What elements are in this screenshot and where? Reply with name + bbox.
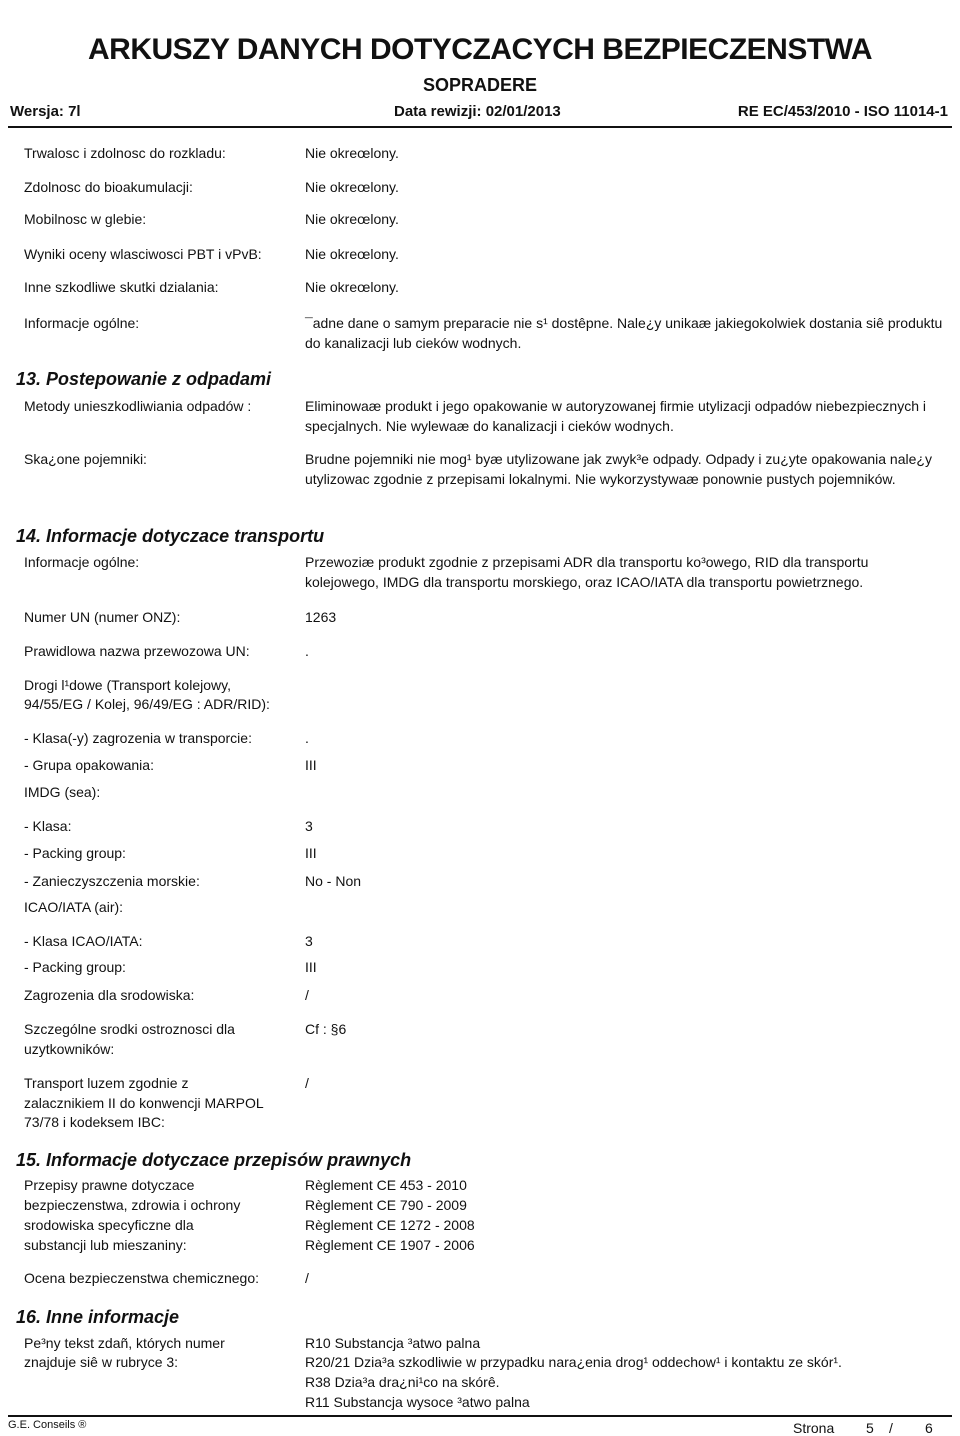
footer-rule: [8, 1415, 952, 1417]
packing-group-value: III: [305, 757, 317, 773]
regulations-label-line4: substancji lub mieszaniny:: [24, 1237, 187, 1253]
soil-mobility-value: Nie okreœlony.: [305, 211, 399, 227]
header-rule: [8, 126, 952, 128]
icao-packing-group-label: - Packing group:: [24, 959, 126, 975]
bulk-transport-label-line3: 73/78 i kodeksem IBC:: [24, 1114, 165, 1130]
bulk-transport-label-line1: Transport luzem zgodnie z: [24, 1075, 189, 1091]
disposal-methods-label: Metody unieszkodliwiania odpadów :: [24, 398, 252, 414]
disposal-methods-value: Eliminowaæ produkt i jego opakowanie w autoryzowanej firmie utylizacji odpadów niebezpiecznych i specjalnych. Nie wylewaæ do kanalizacji i cieków wodnych.: [305, 398, 926, 434]
regulation-item: Règlement CE 1907 - 2006: [305, 1237, 475, 1253]
shipping-name-value: .: [305, 643, 309, 659]
regulation-item: Règlement CE 453 - 2010: [305, 1177, 467, 1193]
bioaccumulation-label: Zdolnosc do bioakumulacji:: [24, 179, 193, 195]
marine-pollutant-label: - Zanieczyszczenia morskie:: [24, 873, 200, 889]
risk-phrase: R20/21 Dzia³a szkodliwie w przypadku nara¿enia drog¹ oddechow¹ i kontaktu ze skór¹.: [305, 1354, 842, 1370]
regulation-ref: RE EC/453/2010 - ISO 11014-1: [737, 103, 948, 120]
road-transport-label-line1: Drogi l¹dowe (Transport kolejowy,: [24, 677, 231, 693]
page-word: Strona: [793, 1420, 835, 1436]
environmental-hazards-value: /: [305, 987, 309, 1003]
regulations-label-line3: srodowiska specyficzne dla: [24, 1217, 194, 1233]
regulation-item: Règlement CE 1272 - 2008: [305, 1217, 475, 1233]
persistence-label: Trwalosc i zdolnosc do rozkladu:: [24, 145, 226, 161]
section12-general-value: ¯adne dane o samym preparacie nie s¹ dostêpne. Nale¿y unikaæ jakiegokolwiek dostania siê produktu do kanalizacji lub cieków wodnych.: [305, 315, 943, 351]
imdg-class-value: 3: [305, 818, 313, 834]
shipping-name-label: Prawidlowa nazwa przewozowa UN:: [24, 643, 250, 659]
imdg-label: IMDG (sea):: [24, 784, 101, 800]
regulations-label-line1: Przepisy prawne dotyczace: [24, 1177, 195, 1193]
chemical-safety-assessment-value: /: [305, 1270, 309, 1286]
soil-mobility-label: Mobilnosc w glebie:: [24, 211, 147, 227]
transport-general-value: Przewoziæ produkt zgodnie z przepisami ADR dla transportu ko³owego, RID dla transportu kolejowego, IMDG dla transportu morskiego, oraz ICAO/IATA dla transportu powietrznego.: [305, 554, 869, 590]
contaminated-containers-value: Brudne pojemniki nie mog¹ byæ utylizowane jak zwyk³e odpady. Odpady i zu¿yte opakowania nale¿y utylizowac zgodnie z przepisami lokalnymi. Nie wykorzystywaæ ponownie pustych pojemników.: [305, 451, 932, 487]
road-transport-label-line2: 94/55/EG / Kolej, 96/49/EG : ADR/RID):: [24, 696, 270, 712]
page-total: 6: [925, 1420, 933, 1436]
pbt-label: Wyniki oceny wlasciwosci PBT i vPvB:: [24, 246, 262, 262]
other-effects-label: Inne szkodliwe skutki dzialania:: [24, 279, 219, 295]
pbt-value: Nie okreœlony.: [305, 246, 399, 262]
un-number-label: Numer UN (numer ONZ):: [24, 609, 181, 625]
hazard-class-label: - Klasa(-y) zagrozenia w transporcie:: [24, 730, 252, 746]
regulation-item: Règlement CE 790 - 2009: [305, 1197, 467, 1213]
icao-class-label: - Klasa ICAO/IATA:: [24, 933, 143, 949]
section12-general-label: Informacje ogólne:: [24, 315, 140, 331]
section16-title: 16. Inne informacje: [16, 1307, 180, 1327]
imdg-class-label: - Klasa:: [24, 818, 72, 834]
phrases-label-line1: Pe³ny tekst zdañ, których numer: [24, 1335, 225, 1351]
bulk-transport-label-line2: zalacznikiem II do konwencji MARPOL: [24, 1095, 264, 1111]
persistence-value: Nie okreœlony.: [305, 145, 399, 161]
imdg-packing-group-label: - Packing group:: [24, 845, 126, 861]
page-separator: /: [889, 1420, 893, 1436]
risk-phrase: R10 Substancja ³atwo palna: [305, 1335, 481, 1351]
un-number-value: 1263: [305, 609, 337, 625]
phrases-label-line2: znajduje siê w rubryce 3:: [24, 1354, 179, 1370]
special-precautions-label-line1: Szczególne srodki ostroznosci dla: [24, 1021, 235, 1037]
packing-group-label: - Grupa opakowania:: [24, 757, 154, 773]
contaminated-containers-label: Ska¿one pojemniki:: [24, 451, 147, 467]
environmental-hazards-label: Zagrozenia dla srodowiska:: [24, 987, 195, 1003]
icao-label: ICAO/IATA (air):: [24, 899, 124, 915]
special-precautions-value: Cf : §6: [305, 1021, 347, 1037]
icao-packing-group-value: III: [305, 959, 317, 975]
product-name: SOPRADERE: [422, 75, 538, 95]
hazard-class-value: .: [305, 730, 309, 746]
transport-general-label: Informacje ogólne:: [24, 554, 140, 570]
document-title: ARKUSZY DANYCH DOTYCZACYCH BEZPIECZENSTWA: [88, 33, 872, 66]
regulations-label-line2: bezpieczenstwa, zdrowia i ochrony: [24, 1197, 241, 1213]
icao-class-value: 3: [305, 933, 313, 949]
chemical-safety-assessment-label: Ocena bezpieczenstwa chemicznego:: [24, 1270, 260, 1286]
risk-phrase: R38 Dzia³a dra¿ni¹co na skórê.: [305, 1374, 500, 1390]
special-precautions-label-line2: uzytkowników:: [24, 1041, 115, 1057]
page-current: 5: [866, 1420, 874, 1436]
marine-pollutant-value: No - Non: [305, 873, 362, 889]
section15-title: 15. Informacje dotyczace przepisów prawnych: [16, 1150, 412, 1170]
company-name: G.E. Conseils ®: [8, 1419, 87, 1431]
revision-date: Data rewizji: 02/01/2013: [394, 103, 561, 120]
bioaccumulation-value: Nie okreœlony.: [305, 179, 399, 195]
other-effects-value: Nie okreœlony.: [305, 279, 399, 295]
section14-title: 14. Informacje dotyczace transportu: [16, 526, 325, 546]
risk-phrase: R11 Substancja wysoce ³atwo palna: [305, 1394, 530, 1410]
version-label: Wersja: 7l: [10, 103, 81, 120]
imdg-packing-group-value: III: [305, 845, 317, 861]
bulk-transport-value: /: [305, 1075, 309, 1091]
section13-title: 13. Postepowanie z odpadami: [16, 369, 272, 389]
